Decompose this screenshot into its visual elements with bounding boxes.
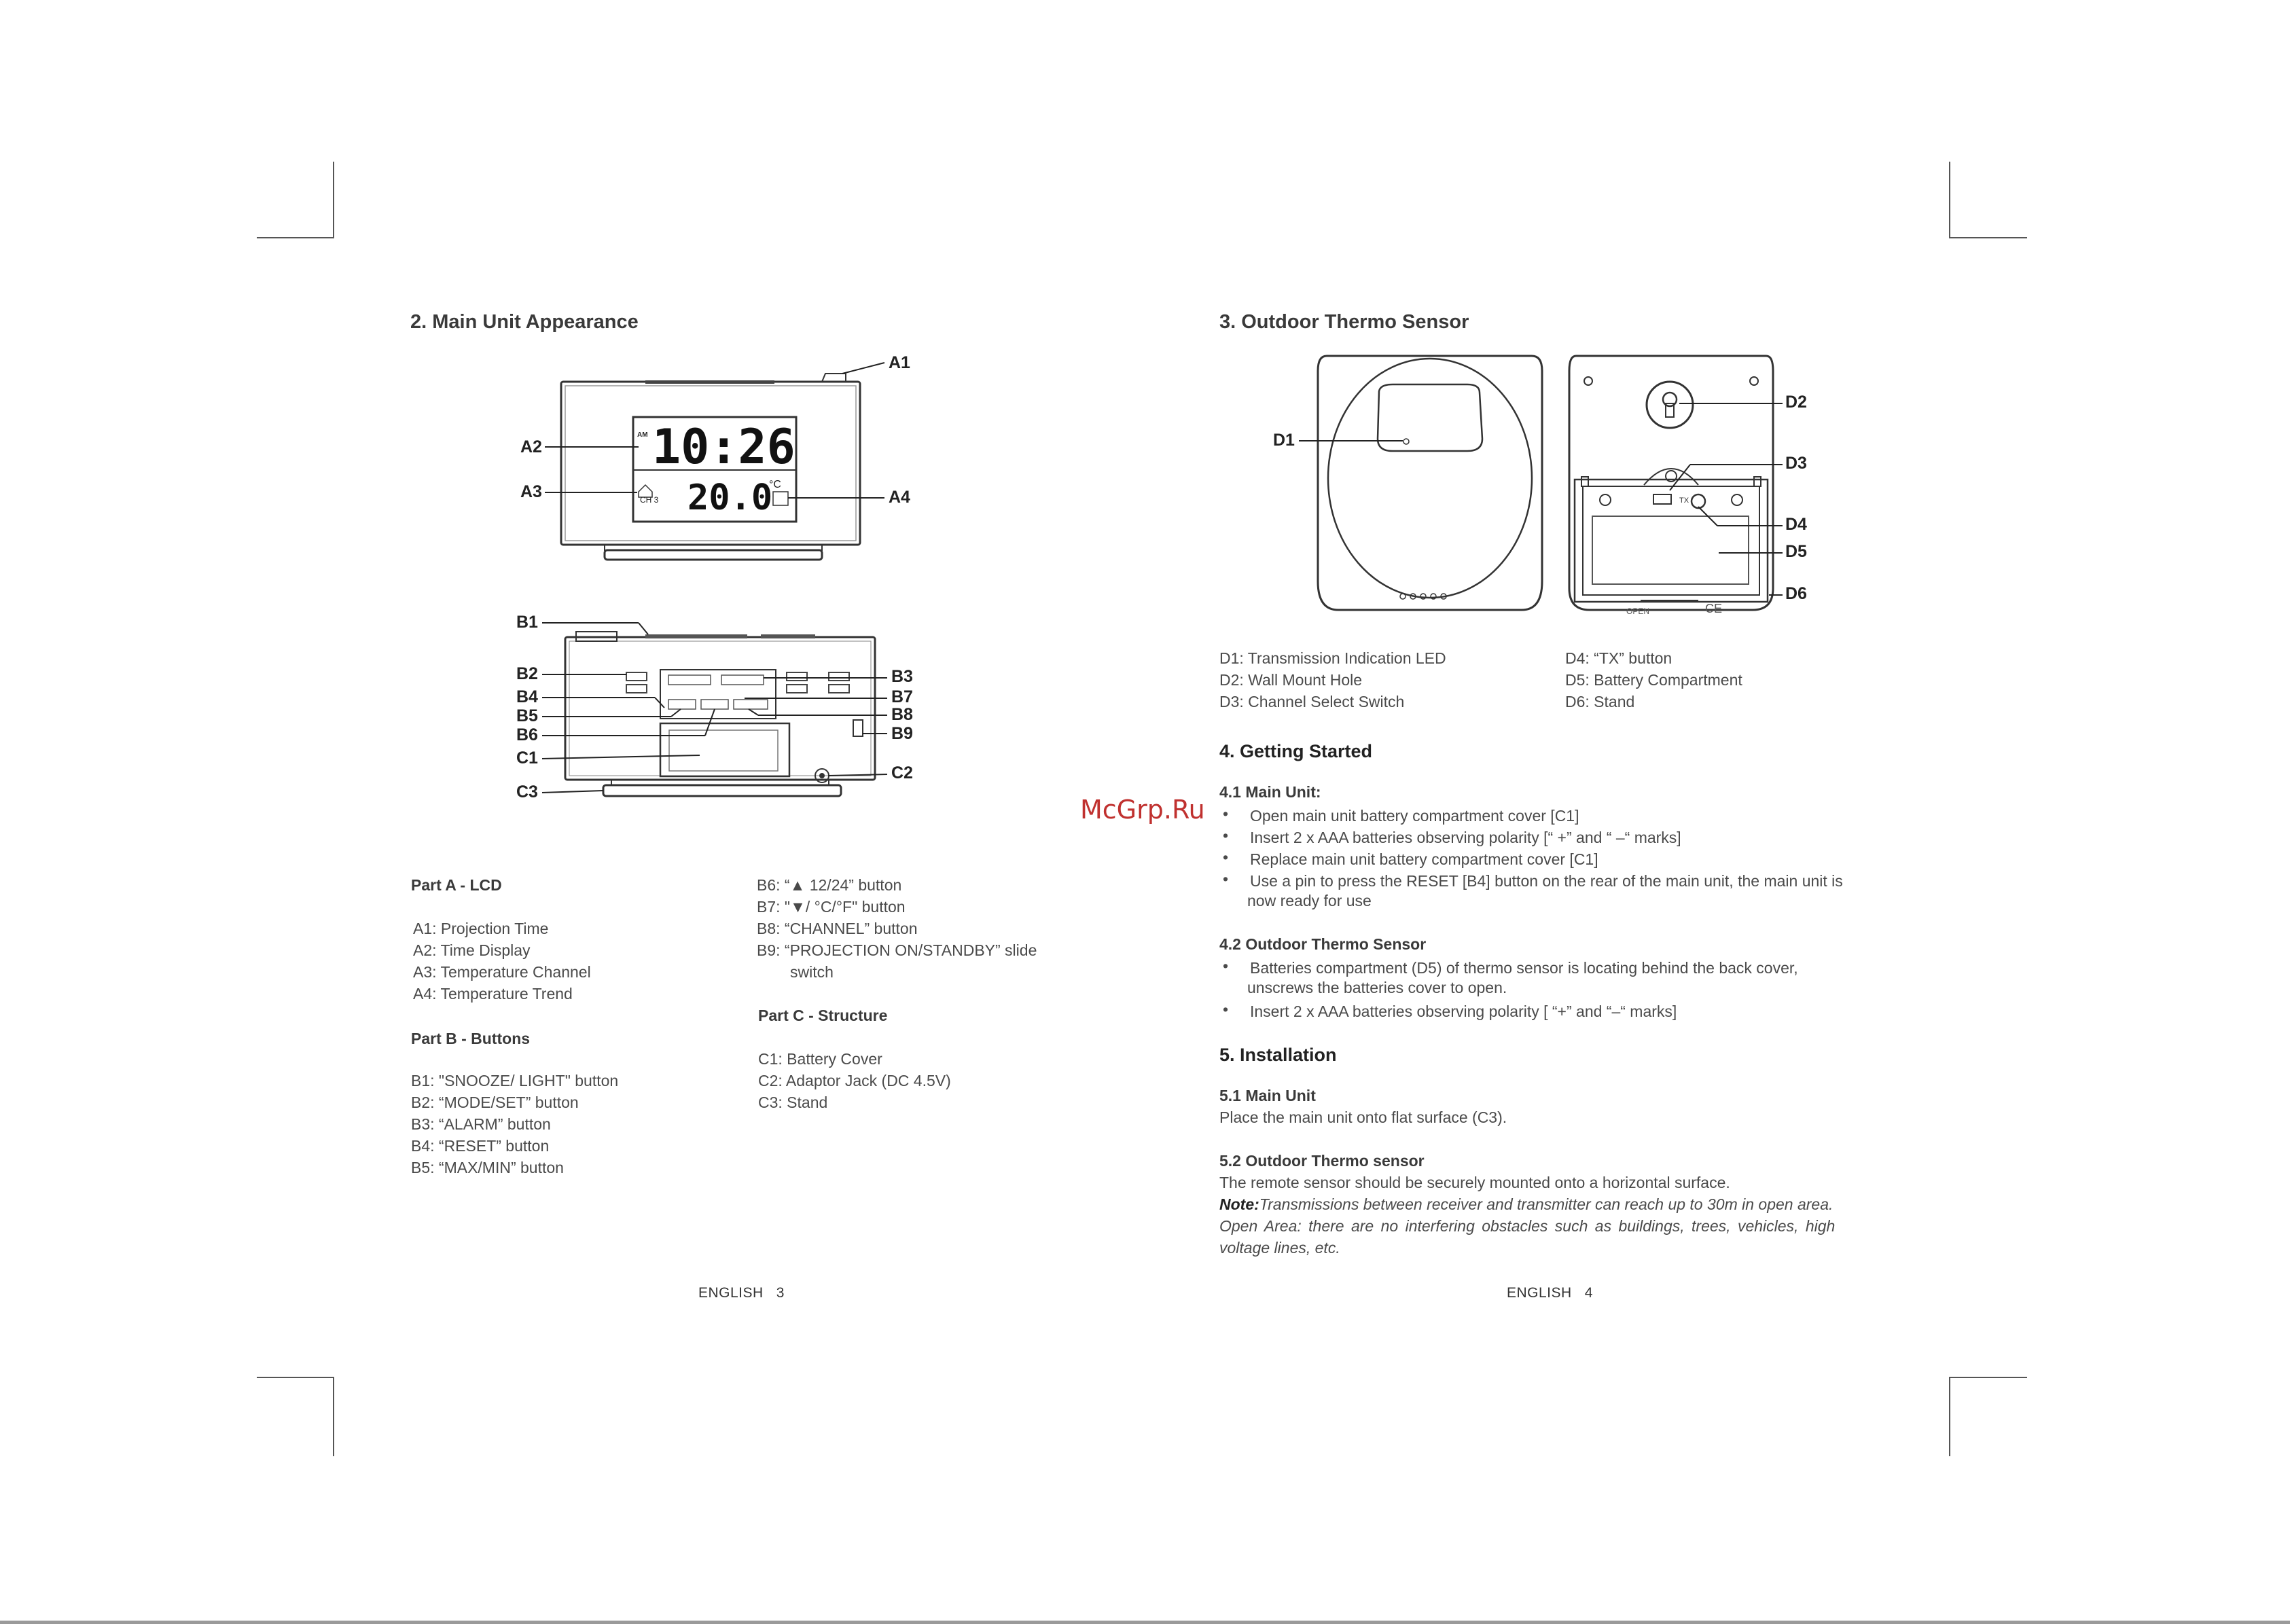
label-D6: D6 [1785, 584, 1807, 603]
part-a-title: Part A - LCD [411, 876, 502, 894]
label-C2: C2 [891, 763, 913, 782]
outdoor-sensor-diagram [1264, 350, 1834, 615]
part-a-item-4: A4: Temperature Trend [413, 985, 573, 1003]
section-title-outdoor-sensor: 3. Outdoor Thermo Sensor [1219, 311, 1469, 333]
lcd-channel: CH 3 [640, 495, 659, 505]
label-D2: D2 [1785, 393, 1807, 412]
install-outdoor-text: The remote sensor should be securely mounted onto a horizontal surface. [1219, 1174, 1730, 1191]
watermark-logo: McGrp.Ru [1080, 795, 1205, 825]
part-b-item-9-cont: switch [790, 963, 834, 981]
label-B9: B9 [891, 724, 913, 743]
install-note-line-2: Open Area: there are no interfering obstacles such as buildings, trees, vehicles, high [1219, 1217, 1836, 1235]
label-B7: B7 [891, 687, 913, 706]
part-b-item-6: B6: “▲ 12/24” button [757, 876, 902, 894]
crop-mark-top-left-h [257, 237, 334, 238]
getting-started-title: 4. Getting Started [1219, 741, 1373, 761]
bottom-border-line [0, 1621, 2290, 1624]
part-a-item-2: A2: Time Display [413, 941, 531, 959]
footer-page-4: ENGLISH 4 [1507, 1285, 1593, 1301]
label-B4: B4 [516, 687, 538, 706]
part-b-item-5: B5: “MAX/MIN” button [411, 1159, 564, 1176]
d-item-4: D4: “TX” button [1565, 649, 1672, 667]
outdoor-bullet-1-cont: unscrews the batteries cover to open. [1247, 979, 1507, 996]
crop-mark-top-left-v [333, 162, 334, 238]
label-D5: D5 [1785, 542, 1807, 561]
label-B3: B3 [891, 667, 913, 686]
main-unit-back-diagram [503, 605, 937, 829]
part-c-item-1: C1: Battery Cover [758, 1050, 882, 1068]
label-C3: C3 [516, 782, 538, 801]
lcd-time-display: 10:26 [652, 419, 795, 475]
label-A2: A2 [520, 437, 542, 456]
am-indicator: AM [637, 431, 648, 439]
part-c-title: Part C - Structure [758, 1007, 888, 1024]
d-item-2: D2: Wall Mount Hole [1219, 671, 1363, 689]
section-title-main-unit: 2. Main Unit Appearance [410, 311, 639, 333]
install-note-line-1 [1219, 1195, 1833, 1214]
install-note-line-3: voltage lines, etc. [1219, 1239, 1340, 1257]
installation-title: 5. Installation [1219, 1045, 1337, 1065]
part-b-item-1: B1: "SNOOZE/ LIGHT" button [411, 1072, 619, 1089]
crop-mark-bottom-left-h [257, 1377, 334, 1378]
label-A4: A4 [889, 488, 910, 507]
crop-mark-top-right-h [1949, 237, 2027, 238]
lcd-unit: °C [769, 479, 781, 490]
part-c-item-2: C2: Adaptor Jack (DC 4.5V) [758, 1072, 951, 1089]
part-b-item-9: B9: “PROJECTION ON/STANDBY” slide [757, 941, 1037, 959]
part-a-item-3: A3: Temperature Channel [413, 963, 591, 981]
label-B6: B6 [516, 725, 538, 744]
label-B5: B5 [516, 706, 538, 725]
label-B1: B1 [516, 613, 538, 632]
part-b-item-2: B2: “MODE/SET” button [411, 1094, 579, 1111]
lcd-temperature: 20.0 [687, 477, 773, 518]
d-item-1: D1: Transmission Indication LED [1219, 649, 1446, 667]
d-item-5: D5: Battery Compartment [1565, 671, 1742, 689]
install-outdoor-subtitle: 5.2 Outdoor Thermo sensor [1219, 1152, 1425, 1170]
footer-page-3: ENGLISH 3 [698, 1285, 785, 1301]
open-label: OPEN [1626, 607, 1650, 615]
part-a-item-1: A1: Projection Time [413, 920, 549, 937]
main-unit-front-diagram [503, 346, 937, 571]
main-unit-bullet-4-cont: now ready for use [1247, 892, 1372, 909]
label-D4: D4 [1785, 515, 1807, 534]
d-item-6: D6: Stand [1565, 693, 1635, 710]
part-b-item-4: B4: “RESET” button [411, 1137, 550, 1155]
note-label: Note: [1219, 1195, 1259, 1213]
install-main-unit-text: Place the main unit onto flat surface (C3). [1219, 1108, 1507, 1126]
part-b-item-7: B7: "▼/ °C/°F" button [757, 898, 906, 916]
part-b-title: Part B - Buttons [411, 1030, 531, 1047]
crop-mark-top-right-v [1949, 162, 1950, 238]
label-B8: B8 [891, 705, 913, 724]
install-main-unit-subtitle: 5.1 Main Unit [1219, 1087, 1316, 1104]
label-D3: D3 [1785, 454, 1807, 473]
crop-mark-bottom-right-h [1949, 1377, 2027, 1378]
outdoor-subtitle: 4.2 Outdoor Thermo Sensor [1219, 935, 1427, 953]
label-C1: C1 [516, 748, 538, 768]
part-b-item-3: B3: “ALARM” button [411, 1115, 551, 1133]
label-B2: B2 [516, 664, 538, 683]
d-item-3: D3: Channel Select Switch [1219, 693, 1405, 710]
part-c-item-3: C3: Stand [758, 1094, 828, 1111]
label-D1: D1 [1273, 431, 1295, 450]
part-b-item-8: B8: “CHANNEL” button [757, 920, 918, 937]
label-A1: A1 [889, 353, 910, 372]
main-unit-subtitle: 4.1 Main Unit: [1219, 783, 1321, 801]
crop-mark-bottom-left-v [333, 1377, 334, 1456]
tx-label: TX [1679, 497, 1689, 505]
crop-mark-bottom-right-v [1949, 1377, 1950, 1456]
ce-mark: CE [1705, 602, 1723, 615]
label-A3: A3 [520, 482, 542, 501]
note-text: Transmissions between receiver and transmitter can reach up to 30m in open area. [1259, 1195, 1833, 1213]
